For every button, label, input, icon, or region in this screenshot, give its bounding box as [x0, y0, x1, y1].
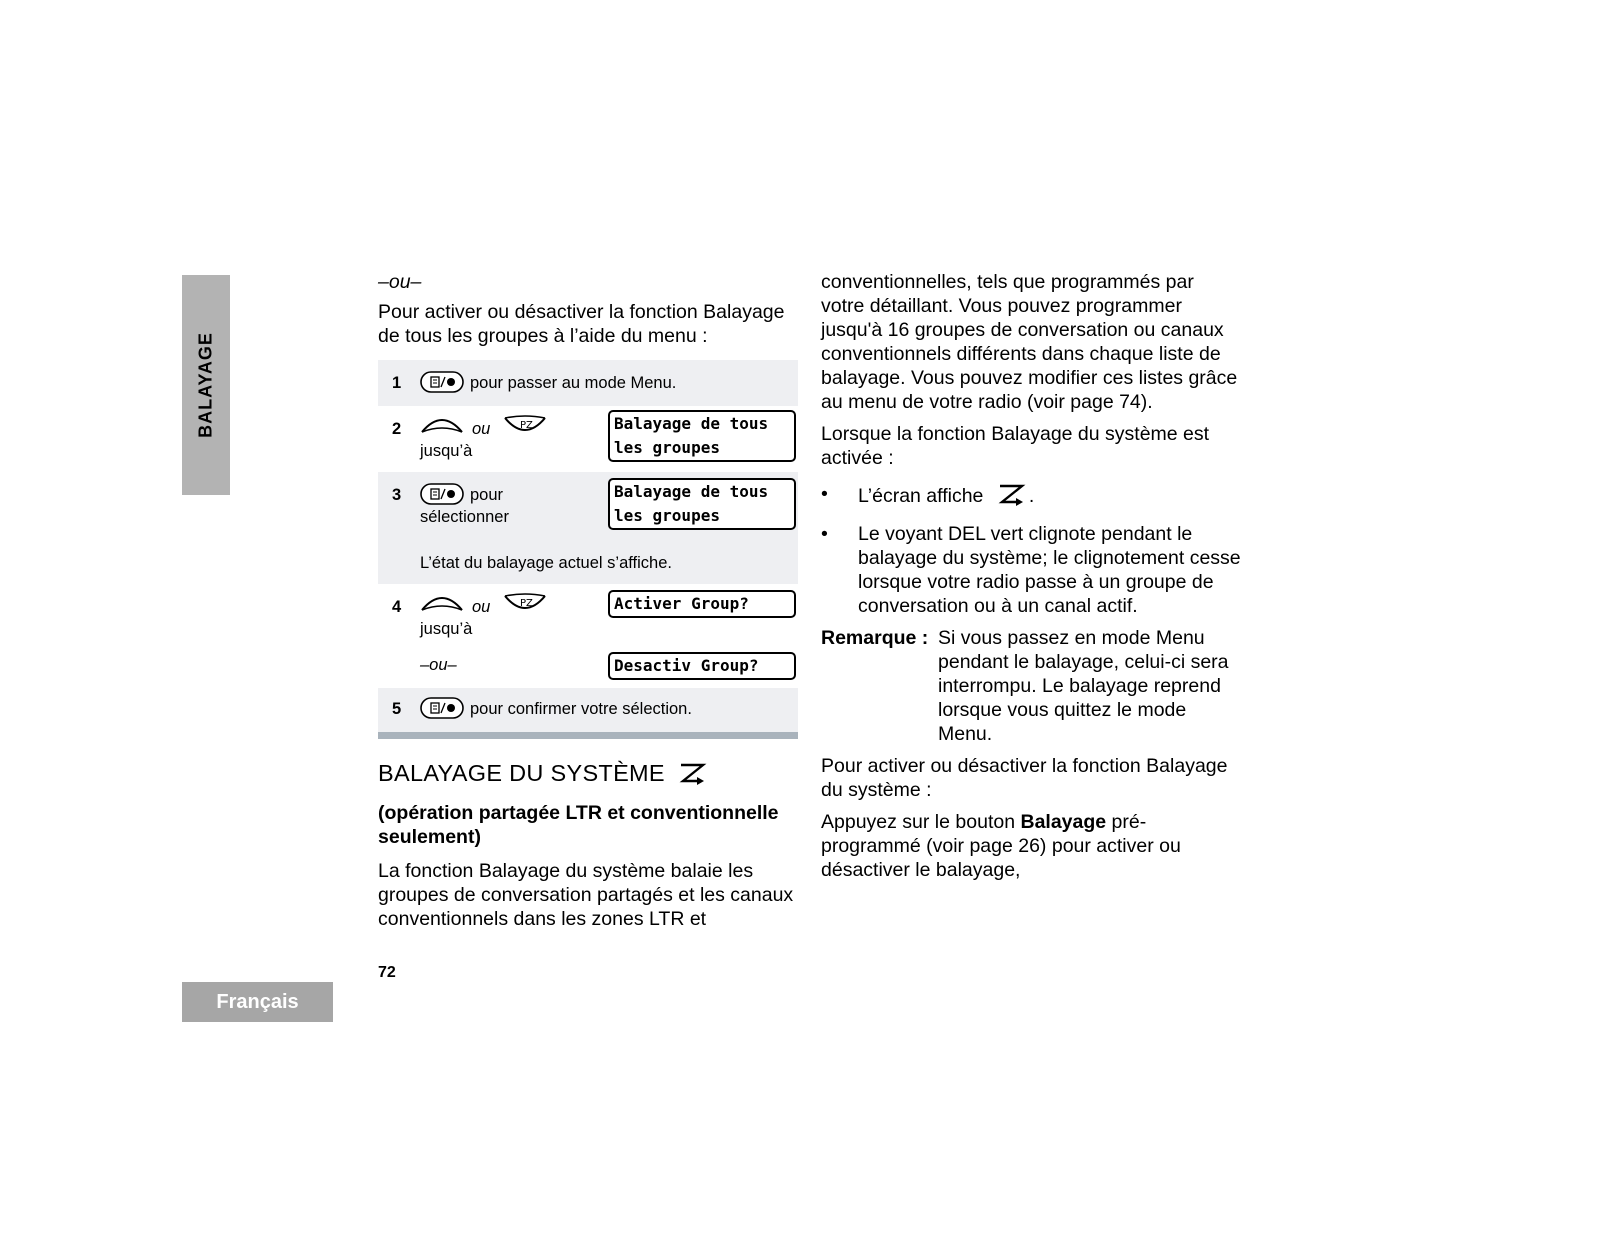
button-name: Balayage — [1020, 811, 1107, 833]
down-arrow-button-icon — [503, 590, 547, 622]
scan-icon — [997, 482, 1027, 512]
paragraph: Lorsque la fonction Balayage du système est activée : — [821, 423, 1210, 469]
ou-separator: –ou– — [378, 271, 422, 293]
section-subheading: (opération partagée LTR et conventionnelle seulement) — [378, 802, 779, 848]
note-label: Remarque : — [821, 627, 929, 649]
bullet-text: Le voyant DEL vert clignote pendant le balayage du système; le clignotement cesse lorsque votre radio passe à un groupe de conversation ou à un canal actif. — [858, 523, 1241, 617]
paragraph-text: pré-programmé (voir page 26) pour activer ou désactiver le balayage, — [821, 811, 1181, 881]
step-text: jusqu’à — [420, 442, 473, 460]
paragraph-text: Appuyez sur le bouton — [821, 811, 1016, 833]
lcd-line-1: Desactiv Group? — [614, 656, 759, 675]
step-5 — [378, 688, 798, 732]
lcd-display-alt — [608, 652, 796, 680]
section-heading-text: BALAYAGE DU SYSTÈME — [378, 760, 665, 787]
step-4 — [378, 584, 798, 688]
step-note: L’état du balayage actuel s’affiche. — [420, 554, 672, 572]
lcd-line-1: Balayage de tous — [614, 414, 769, 433]
paragraph: Pour activer ou désactiver la fonction Balayage du système : — [821, 755, 1228, 801]
bullet-text: L’écran affiche — [858, 485, 984, 508]
lcd-line-2: les groupes — [614, 506, 720, 525]
lcd-line-1: Activer Group? — [614, 594, 749, 613]
step-number: 4 — [392, 598, 402, 616]
body-text: La fonction Balayage du système balaie les groupes de conversation partagés et les canaux conventionnels dans les zones LTR et — [378, 860, 794, 930]
step-number: 1 — [392, 374, 402, 392]
svg-text:PZ: PZ — [520, 598, 533, 609]
paragraph: conventionnelles, tels que programmés par votre détaillant. Vous pouvez programmer jusqu'à 16 groupes de conversation ou canaux conventionnels différents dans chaque liste de balayage. Vous pouvez modifier ces listes grâce au menu de votre radio (voir page 74). — [821, 271, 1238, 413]
steps-table — [378, 360, 798, 739]
bullet-item — [821, 522, 1241, 618]
step-1 — [378, 360, 798, 406]
step-text: pour — [470, 486, 504, 504]
left-column — [378, 270, 798, 931]
step-number: 5 — [392, 700, 402, 718]
step-2 — [378, 406, 798, 472]
right-column — [821, 270, 1241, 882]
lcd-line-1: Balayage de tous — [614, 482, 769, 501]
bullet-dot: • — [821, 523, 828, 545]
note — [821, 626, 1241, 746]
menu-button-icon — [420, 696, 464, 726]
step-text: pour passer au mode Menu. — [470, 374, 677, 392]
ou-separator: –ou– — [420, 656, 457, 674]
bullet-text-end: . — [1028, 485, 1035, 508]
section-heading — [378, 761, 798, 789]
intro-text: Pour activer ou désactiver la fonction Balayage de tous les groupes à l’aide du menu : — [378, 301, 785, 347]
svg-text:PZ: PZ — [520, 420, 533, 431]
or-text: ou — [472, 598, 491, 616]
bullet-item — [821, 482, 1241, 512]
paragraph — [821, 810, 1241, 882]
bullet-dot: • — [821, 483, 828, 505]
step-3 — [378, 472, 798, 584]
lcd-line-2: les groupes — [614, 438, 720, 457]
step-text: sélectionner — [420, 508, 509, 526]
down-arrow-button-icon — [503, 412, 547, 444]
step-number: 2 — [392, 420, 402, 438]
step-text: jusqu’à — [420, 620, 473, 638]
menu-button-icon — [420, 370, 464, 394]
page-number: 72 — [378, 964, 396, 981]
scan-icon — [678, 761, 708, 789]
step-text: pour confirmer votre sélection. — [470, 700, 692, 718]
lcd-display — [608, 590, 796, 618]
lcd-display — [608, 410, 796, 462]
side-tab-label: BALAYAGE — [195, 332, 216, 438]
step-number: 3 — [392, 486, 402, 504]
table-bottom-rule — [378, 732, 798, 739]
language-tab: Français — [182, 982, 333, 1022]
note-text: Si vous passez en mode Menu pendant le balayage, celui-ci sera interrompu. Le balayage reprend lorsque vous quittez le mode Menu. — [938, 627, 1229, 745]
side-tab — [182, 275, 230, 495]
or-text: ou — [472, 420, 491, 438]
lcd-display — [608, 478, 796, 530]
